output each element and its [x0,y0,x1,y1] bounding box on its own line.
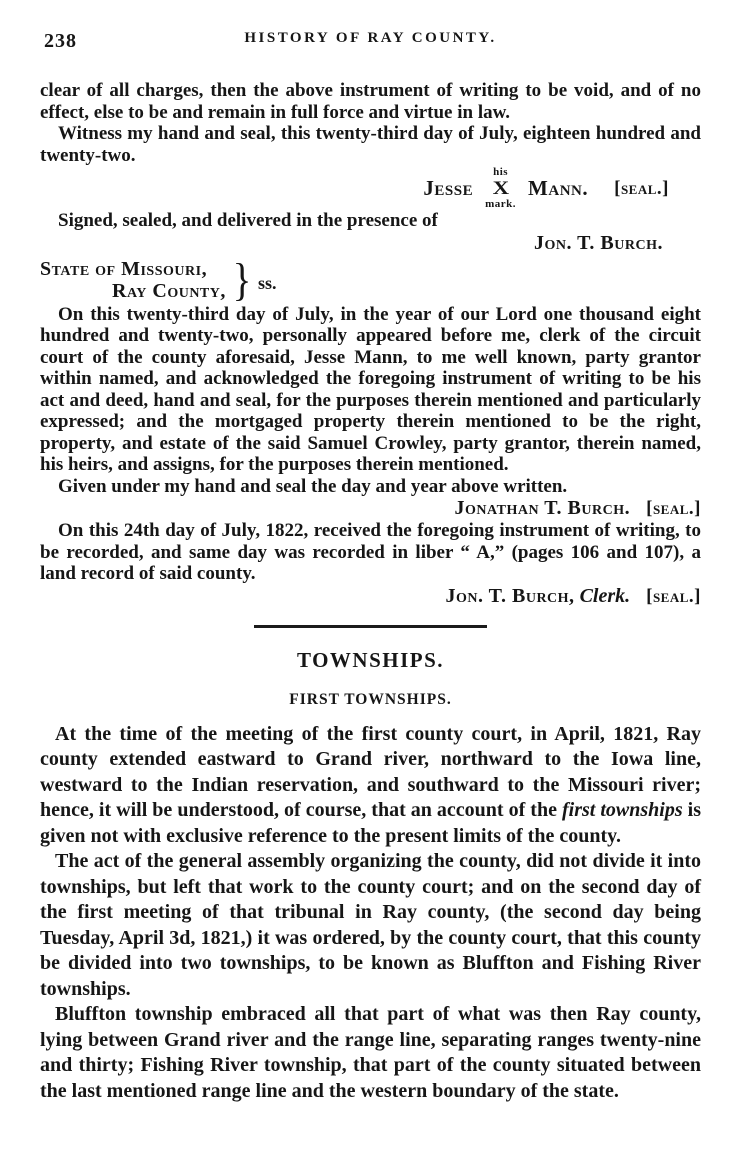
his-mark-x-icon: X [492,178,509,199]
paragraph-presence: Signed, sealed, and delivered in the presence of [58,210,438,231]
townships-first-after: is given not with exclusive reference to the present limits of the county. [40,799,702,847]
townships-title: TOWNSHIPS. [296,647,445,672]
witness-signature [40,232,701,254]
jurat-ss: ss. [257,272,277,293]
section-divider [254,625,487,628]
jurat-state-line: State of Missouri, [40,257,208,280]
deed-record-section [40,80,701,608]
townships-first-before: At the time of the meeting of the first county court, in April, 1821, Ray county extended eastward to Grand river, northward to the Iowa line, westward to the Indian reservation, and southward to the Missouri river; hence, it will be understood, of course, that an account of the [40,722,701,821]
page-header [40,30,701,56]
seal-label: [seal.] [646,585,701,607]
his-mark-label-top: his [493,166,509,178]
running-title: HISTORY OF RAY COUNTY. [244,30,497,46]
jurat-venue [40,258,226,302]
signature-jonathan-burch [40,497,701,520]
townships-subtitle: FIRST TOWNSHIPS. [289,691,452,708]
witness-name: Jon. T. Burch. [533,231,663,254]
his-mark-label-bottom: mark. [485,198,517,210]
paragraph-witness: Witness my hand and seal, this twenty-third day of July, eighteen hundred and twenty-two. [40,123,701,166]
paragraph-given: Given under my hand and seal the day and year above written. [58,475,568,497]
paragraph-continuation: clear of all charges, then the above instrument of writing to be void, and of no effect, else to be and remain in full force and virtue in law. [40,80,701,123]
paragraph-townships-first [40,722,701,850]
paragraph-recorded: On this 24th day of July, 1822, received the foregoing instrument of writing, to be recorded, and same day was recorded in liber “ A,” (pages 106 and 107), a land record of said county. [40,520,701,584]
jonathan-burch-name: Jonathan T. Burch. [454,497,631,519]
townships-first-emphasis: first townships [562,799,683,821]
paragraph-townships-third: Bluffton township embraced all that part of what was then Ray county, lying between Grand river and the range line, separating ranges twenty-nine and thirty; Fishing River township, that part of the county situated between the last mentioned range line and the western boundary of the state. [40,1003,701,1102]
seal-label: [seal.] [646,498,701,519]
his-mark [485,167,516,210]
jurat-block [40,253,701,305]
paragraph-townships-second: The act of the general assembly organizing the county, did not divide it into townships, but left that work to the county court; and on the second day of the first meeting of that tribunal in Ray county, (the second day being Tuesday, April 3d, 1821,) it was ordered, by the county court, that this county be divided into two townships, to be known as Bluffton and Fishing River townships. [40,850,701,1000]
clerk-name: Jon. T. Burch, [445,584,575,607]
paragraph-acknowledgment: On this twenty-third day of July, in the year of our Lord one thousand eight hundred and twenty-two, personally appeared before me, clerk of the circuit court of the county aforesaid, Jesse Mann, to me well known, party grantor within named, and acknowledged the foregoing instrument of writing to be his act and deed, hand and seal, for the purposes therein mentioned and particularly expressed; and the mortgaged property therein mentioned to be the right, property, and estate of the said Samuel Crowley, party grantor, therein named, his heirs, and assigns, for the purposes therein mentioned. [40,303,701,475]
signature-first-name: Jesse [423,176,474,200]
signature-clerk [40,585,701,608]
jurat-brace: } [232,253,252,305]
page-number: 238 [44,30,77,52]
signature-jesse-mann [40,167,701,210]
signature-last-name: Mann. [528,176,589,200]
jurat-county-line: Ray County, [112,279,226,302]
townships-section [40,648,701,1105]
seal-label: [seal.] [614,177,669,199]
clerk-title: Clerk. [579,584,631,607]
